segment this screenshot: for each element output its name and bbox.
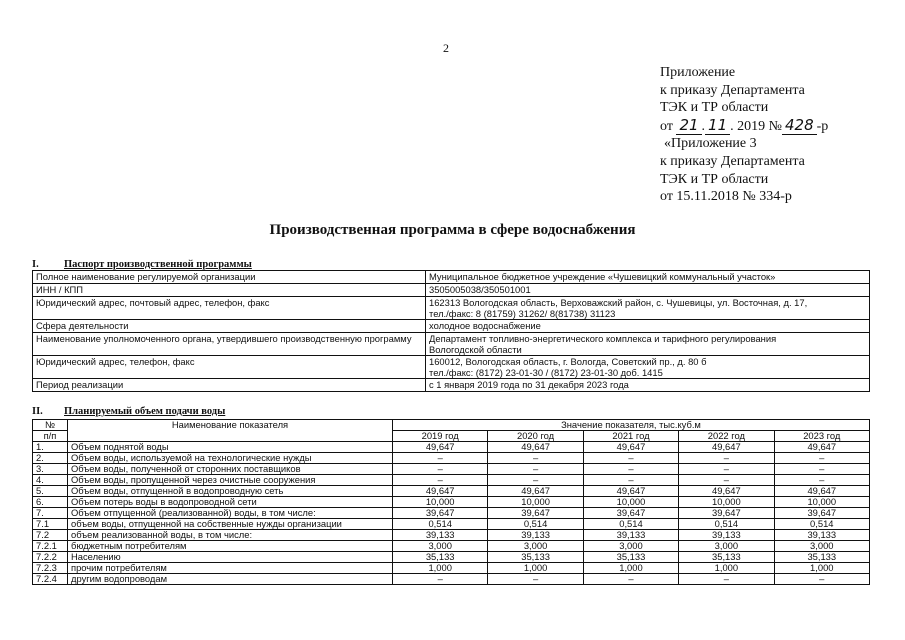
row-value: –	[679, 453, 774, 464]
row-value: –	[583, 464, 678, 475]
row-value: 39,133	[488, 530, 583, 541]
row-value: 0,514	[774, 519, 869, 530]
table-row	[33, 519, 870, 530]
row-name: Объем поднятой воды	[68, 442, 393, 453]
row-value: 49,647	[774, 486, 869, 497]
row-value: 39,647	[488, 508, 583, 519]
row-value: 49,647	[488, 486, 583, 497]
passport-value-line: Муниципальное бюджетное учреждение «Чушевицкий коммунальный участок»	[429, 271, 776, 282]
page-title: Производственная программа в сфере водоснабжения	[269, 222, 636, 238]
table-row	[33, 541, 870, 552]
passport-key: Юридический адрес, телефон, факс	[33, 356, 426, 379]
row-value: –	[774, 453, 869, 464]
header-name: Наименование показателя	[68, 420, 393, 442]
row-value: 1,000	[774, 563, 869, 574]
passport-value-line: 3505005038/350501001	[429, 284, 531, 295]
row-value: 0,514	[393, 519, 488, 530]
appendix-line: ТЭК и ТР области	[660, 171, 769, 187]
handwritten-order-number: 428	[782, 116, 817, 135]
row-value: 1,000	[393, 563, 488, 574]
table-row	[33, 530, 870, 541]
row-value: –	[488, 464, 583, 475]
row-value: –	[583, 475, 678, 486]
row-value: 3,000	[774, 541, 869, 552]
row-name: Объем воды, полученной от сторонних поставщиков	[68, 464, 393, 475]
handwritten-day: 21	[676, 116, 701, 135]
row-name: Объем воды, пропущенной через очистные сооружения	[68, 475, 393, 486]
row-name: объем реализованной воды, в том числе:	[68, 530, 393, 541]
row-value: –	[393, 453, 488, 464]
passport-row	[33, 333, 870, 356]
row-number: 2.	[33, 453, 68, 464]
row-value: 10,000	[488, 497, 583, 508]
row-value: –	[679, 574, 774, 585]
row-value: 1,000	[679, 563, 774, 574]
row-value: 39,647	[393, 508, 488, 519]
header-value: Значение показателя, тыс.куб.м	[393, 420, 870, 431]
row-value: –	[488, 453, 583, 464]
row-value: 3,000	[488, 541, 583, 552]
row-value: 49,647	[774, 442, 869, 453]
row-value: 10,000	[583, 497, 678, 508]
header-row	[33, 420, 870, 431]
row-value: –	[679, 475, 774, 486]
table-row	[33, 563, 870, 574]
header-year: 2021 год	[583, 431, 678, 442]
section-title: Планируемый объем подачи воды	[64, 406, 226, 417]
passport-row	[33, 297, 870, 320]
header-year: 2020 год	[488, 431, 583, 442]
appendix-line: к приказу Департамента	[660, 153, 805, 169]
table-row	[33, 497, 870, 508]
row-number: 3.	[33, 464, 68, 475]
row-number: 7.2.1	[33, 541, 68, 552]
row-value: 10,000	[679, 497, 774, 508]
row-value: 39,133	[583, 530, 678, 541]
appendix-block	[660, 64, 828, 206]
row-number: 4.	[33, 475, 68, 486]
row-number: 7.2.3	[33, 563, 68, 574]
passport-value	[426, 333, 870, 356]
row-name: объем воды, отпущенной на собственные нужды организации	[68, 519, 393, 530]
passport-row	[33, 271, 870, 284]
header-year: 2019 год	[393, 431, 488, 442]
row-value: 1,000	[488, 563, 583, 574]
row-name: Населению	[68, 552, 393, 563]
row-value: 39,133	[679, 530, 774, 541]
passport-table	[32, 270, 870, 392]
header-year: 2022 год	[679, 431, 774, 442]
row-name: Объем воды, используемой на технологические нужды	[68, 453, 393, 464]
appendix-date-prefix: от	[660, 118, 673, 134]
row-value: –	[393, 464, 488, 475]
appendix-line: к приказу Департамента	[660, 82, 805, 98]
table-row	[33, 486, 870, 497]
passport-value	[426, 379, 870, 392]
passport-key: Наименование уполномоченного органа, утвердившего производственную программу	[33, 333, 426, 356]
passport-value	[426, 271, 870, 284]
passport-value-line: 160012, Вологодская область, г. Вологда, Советский пр., д. 80 б	[429, 356, 707, 367]
row-value: 1,000	[583, 563, 678, 574]
passport-key: Сфера деятельности	[33, 320, 426, 333]
row-value: –	[583, 453, 678, 464]
row-value: 35,133	[679, 552, 774, 563]
passport-value-line: Вологодской области	[429, 344, 522, 355]
header-year: 2023 год	[774, 431, 869, 442]
row-value: 10,000	[774, 497, 869, 508]
appendix-line: «Приложение 3	[664, 136, 757, 152]
passport-value-line: с 1 января 2019 года по 31 декабря 2023 года	[429, 379, 629, 390]
passport-row	[33, 356, 870, 379]
row-number: 6.	[33, 497, 68, 508]
row-value: 0,514	[583, 519, 678, 530]
row-value: 49,647	[679, 486, 774, 497]
row-value: –	[393, 574, 488, 585]
row-name: Объем воды, отпущенной в водопроводную сеть	[68, 486, 393, 497]
table-row	[33, 464, 870, 475]
row-name: Объем отпущенной (реализованной) воды, в том числе:	[68, 508, 393, 519]
table-row	[33, 574, 870, 585]
row-value: –	[583, 574, 678, 585]
table-row	[33, 552, 870, 563]
row-value: 3,000	[583, 541, 678, 552]
row-value: 10,000	[393, 497, 488, 508]
row-name: бюджетным потребителям	[68, 541, 393, 552]
passport-key: Юридический адрес, почтовый адрес, телефон, факс	[33, 297, 426, 320]
handwritten-month: 11	[705, 116, 730, 135]
row-value: 39,647	[583, 508, 678, 519]
appendix-date-suffix: -р	[816, 118, 829, 134]
row-value: 35,133	[393, 552, 488, 563]
row-number: 7.	[33, 508, 68, 519]
passport-value-line: Департамент топливно-энергетического комплекса и тарифного регулирования	[429, 333, 777, 344]
passport-row	[33, 284, 870, 297]
appendix-date-year: . 2019 №	[730, 118, 782, 134]
row-value: 3,000	[393, 541, 488, 552]
row-value: 39,133	[393, 530, 488, 541]
appendix-line: от 15.11.2018 № 334-р	[660, 189, 792, 205]
passport-value-line: тел./факс: (8172) 23-01-30 / (8172) 23-01-30 доб. 1415	[429, 367, 663, 378]
row-value: 39,647	[774, 508, 869, 519]
row-value: 0,514	[679, 519, 774, 530]
passport-value	[426, 284, 870, 297]
section-2-heading	[32, 406, 225, 417]
row-number: 7.2.4	[33, 574, 68, 585]
row-value: 49,647	[679, 442, 774, 453]
passport-row	[33, 320, 870, 333]
passport-value-line: холодное водоснабжение	[429, 320, 541, 331]
row-number: 7.1	[33, 519, 68, 530]
appendix-date-dot: .	[701, 118, 706, 134]
row-number: 7.2	[33, 530, 68, 541]
row-value: 39,133	[774, 530, 869, 541]
water-volume-table	[32, 419, 870, 585]
table-row	[33, 442, 870, 453]
row-value: 0,514	[488, 519, 583, 530]
row-number: 5.	[33, 486, 68, 497]
section-number: II.	[32, 406, 43, 417]
row-value: –	[393, 475, 488, 486]
row-value: –	[679, 464, 774, 475]
table-row	[33, 453, 870, 464]
row-value: –	[774, 475, 869, 486]
row-value: –	[488, 574, 583, 585]
row-value: 49,647	[583, 442, 678, 453]
row-name: другим водопроводам	[68, 574, 393, 585]
passport-row	[33, 379, 870, 392]
row-value: 49,647	[488, 442, 583, 453]
row-value: 3,000	[679, 541, 774, 552]
row-value: 35,133	[774, 552, 869, 563]
header-pp: п/п	[33, 431, 68, 442]
appendix-date-line	[660, 117, 828, 136]
row-value: –	[774, 464, 869, 475]
passport-value	[426, 320, 870, 333]
section-number: I.	[32, 259, 39, 270]
table-row	[33, 475, 870, 486]
row-name: Объем потерь воды в водопроводной сети	[68, 497, 393, 508]
row-number: 1.	[33, 442, 68, 453]
passport-value	[426, 356, 870, 379]
table-row	[33, 508, 870, 519]
row-name: прочим потребителям	[68, 563, 393, 574]
row-value: 49,647	[583, 486, 678, 497]
passport-value	[426, 297, 870, 320]
passport-key: Период реализации	[33, 379, 426, 392]
passport-key: Полное наименование регулируемой организации	[33, 271, 426, 284]
appendix-line: ТЭК и ТР области	[660, 100, 769, 116]
row-value: –	[488, 475, 583, 486]
row-value: 35,133	[583, 552, 678, 563]
passport-key: ИНН / КПП	[33, 284, 426, 297]
row-value: –	[774, 574, 869, 585]
header-no: №	[33, 420, 68, 431]
section-1-heading	[32, 259, 252, 270]
row-value: 39,647	[679, 508, 774, 519]
row-value: 49,647	[393, 486, 488, 497]
row-number: 7.2.2	[33, 552, 68, 563]
row-value: 35,133	[488, 552, 583, 563]
passport-value-line: 162313 Вологодская область, Верховажский район, с. Чушевицы, ул. Восточная, д. 17,	[429, 297, 808, 308]
section-title: Паспорт производственной программы	[64, 259, 252, 270]
passport-value-line: тел./факс: 8 (81759) 31262/ 8(81738) 31123	[429, 308, 616, 319]
appendix-line: Приложение	[660, 65, 736, 80]
row-value: 49,647	[393, 442, 488, 453]
page-number: 2	[443, 41, 449, 55]
